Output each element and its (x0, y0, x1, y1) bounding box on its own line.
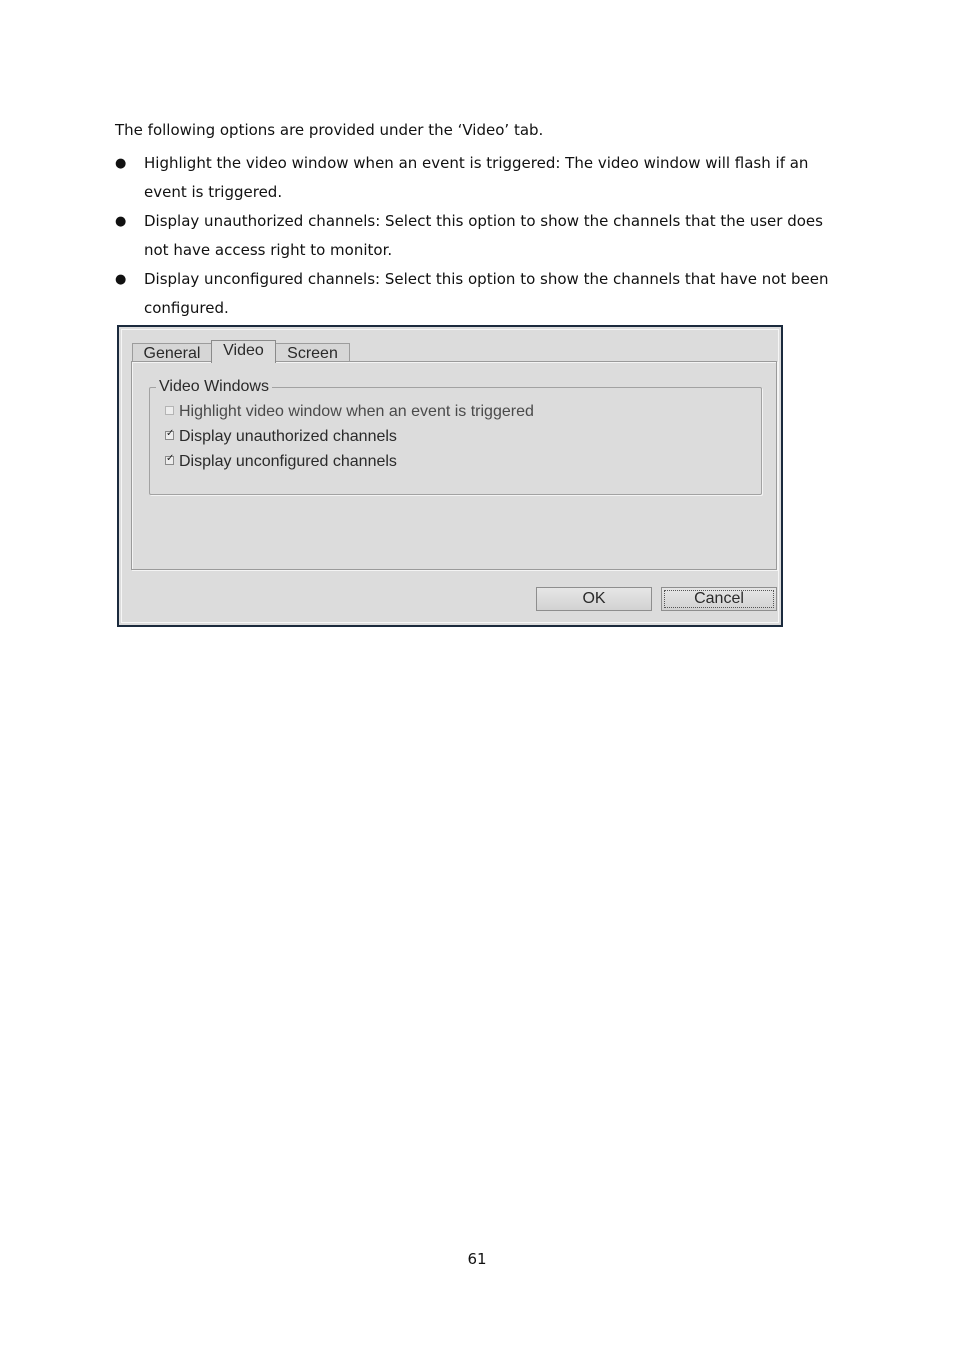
page-number: 61 (467, 1250, 487, 1268)
option-label: Display unconfigured channels (179, 453, 397, 470)
unconfigured-checkbox[interactable] (165, 453, 175, 465)
unauthorized-checkbox[interactable] (165, 428, 175, 440)
highlight-checkbox[interactable] (165, 406, 174, 415)
settings-dialog (117, 325, 783, 627)
tab-general[interactable]: General (132, 343, 212, 362)
tab-video[interactable]: Video (211, 340, 276, 363)
bullet-text: Display unconfigured channels: Select this option to show the channels that have not been configured. (144, 270, 829, 317)
intro-paragraph: The following options are provided under the ‘Video’ tab. (115, 121, 544, 139)
bullet-text: Display unauthorized channels: Select this option to show the channels that the user does not have access right to monitor. (144, 212, 823, 259)
bullet-item (115, 265, 845, 323)
bullet-item (115, 207, 845, 265)
option-label: Highlight video window when an event is triggered (179, 403, 534, 420)
checkmark-icon: ✓ (166, 428, 175, 439)
display-unauthorized-option[interactable] (165, 427, 397, 447)
dialog-body (121, 329, 779, 623)
tab-panel-video (131, 361, 777, 570)
group-title: Video Windows (156, 377, 272, 397)
bullet-icon: ● (115, 272, 127, 287)
bullet-icon: ● (115, 214, 127, 229)
bullet-text: Highlight the video window when an event is triggered: The video window will flash if an event is triggered. (144, 154, 809, 201)
options-bullet-list (115, 149, 845, 323)
tab-screen[interactable]: Screen (275, 343, 350, 362)
option-label: Display unauthorized channels (179, 428, 397, 445)
cancel-label: Cancel (694, 590, 744, 607)
highlight-video-window-option[interactable] (165, 402, 534, 422)
bullet-item (115, 149, 845, 207)
display-unconfigured-option[interactable] (165, 452, 397, 472)
cancel-button[interactable] (661, 587, 777, 611)
bullet-icon: ● (115, 156, 127, 171)
checkmark-icon: ✓ (166, 453, 175, 464)
video-windows-group (149, 378, 762, 495)
focus-ring (664, 590, 774, 608)
ok-button[interactable]: OK (536, 587, 652, 611)
